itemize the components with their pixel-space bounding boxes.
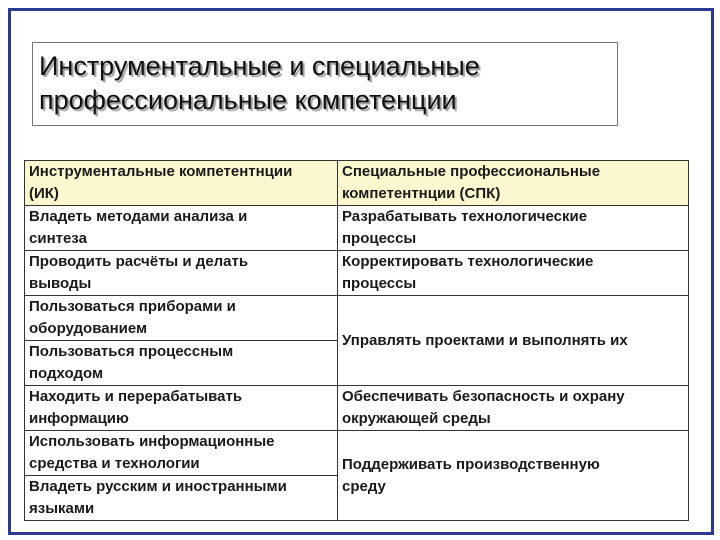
table-cell xyxy=(338,386,689,431)
cell-text: Обеспечивать безопасность и охрану окружающей среды xyxy=(342,388,625,427)
header-cell-text: Инструментальные компетентнции (ИК) xyxy=(29,163,293,202)
table-cell xyxy=(25,251,338,296)
table-row xyxy=(25,386,689,431)
header-cell-instrumental xyxy=(25,161,338,206)
cell-text: Пользоваться процессным подходом xyxy=(29,343,234,382)
header-cell-text: Специальные профессиональные компетентнции (СПК) xyxy=(342,163,601,202)
cell-text: Владеть русским и иностранными языками xyxy=(29,478,287,517)
table-cell xyxy=(25,296,338,341)
cell-text: Пользоваться приборами и оборудованием xyxy=(29,298,236,337)
cell-text: Использовать информационные средства и технологии xyxy=(29,433,275,472)
cell-text: Находить и перерабатывать информацию xyxy=(29,388,243,427)
table-cell xyxy=(338,251,689,296)
table-row xyxy=(25,296,689,341)
cell-text: Разрабатывать технологические процессы xyxy=(342,208,588,247)
table-row xyxy=(25,431,689,476)
table-row xyxy=(25,206,689,251)
cell-text: Проводить расчёты и делать выводы xyxy=(29,253,249,292)
title-box xyxy=(32,42,618,126)
cell-text: Корректировать технологические процессы xyxy=(342,253,594,292)
title-line-2: профессиональные компетенции xyxy=(39,85,457,115)
table-cell xyxy=(25,476,338,521)
competencies-table xyxy=(24,160,689,521)
table-cell xyxy=(25,341,338,386)
table-cell xyxy=(25,206,338,251)
table-header-row xyxy=(25,161,689,206)
table-cell-merged xyxy=(338,431,689,521)
table-cell xyxy=(25,386,338,431)
cell-text: Поддерживать производственную среду xyxy=(342,455,600,495)
header-cell-special xyxy=(338,161,689,206)
title-line-1: Инструментальные и специальные xyxy=(39,51,480,81)
table-cell xyxy=(25,431,338,476)
table-cell-merged xyxy=(338,296,689,386)
table-cell xyxy=(338,206,689,251)
table-row xyxy=(25,251,689,296)
cell-text: Владеть методами анализа и синтеза xyxy=(29,208,248,247)
cell-text: Управлять проектами и выполнять их xyxy=(342,331,628,349)
